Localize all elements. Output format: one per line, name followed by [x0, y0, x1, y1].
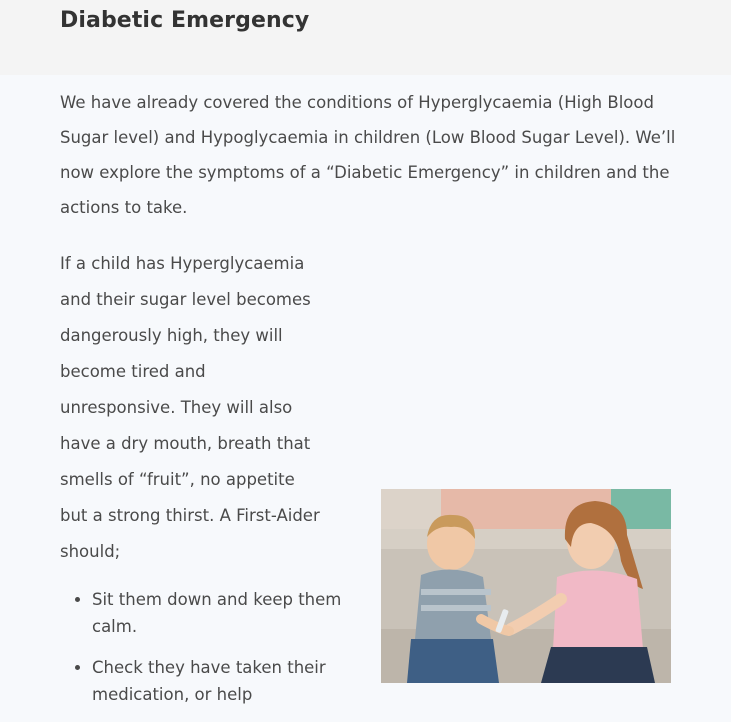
intro-paragraph: We have already covered the conditions of Hyperglycaemia (High Blood Sugar level) and Hypoglycaemia in children (Low Blood Sugar Level). We’ll now explore the symptoms of a “Diabetic Emergency” in children and the actions to take. — [60, 93, 676, 217]
title-band — [0, 0, 731, 75]
first-aid-steps-list — [60, 586, 354, 722]
hyperglycaemia-paragraph: If a child has Hyperglycaemia and their sugar level becomes dangerously high, they will become tired and unresponsive. They will also have a dry mouth, breath that smells of “fruit”, no appetite but a strong thirst. A First-Aider should; — [60, 254, 320, 561]
child-glucose-test-photo — [381, 489, 671, 683]
list-item: • Sit them down and keep them calm. — [92, 586, 354, 640]
photo-illustration — [381, 489, 671, 683]
list-item: • Check they have taken their medication, or help — [92, 654, 354, 708]
page-title: Diabetic Emergency — [60, 8, 310, 33]
